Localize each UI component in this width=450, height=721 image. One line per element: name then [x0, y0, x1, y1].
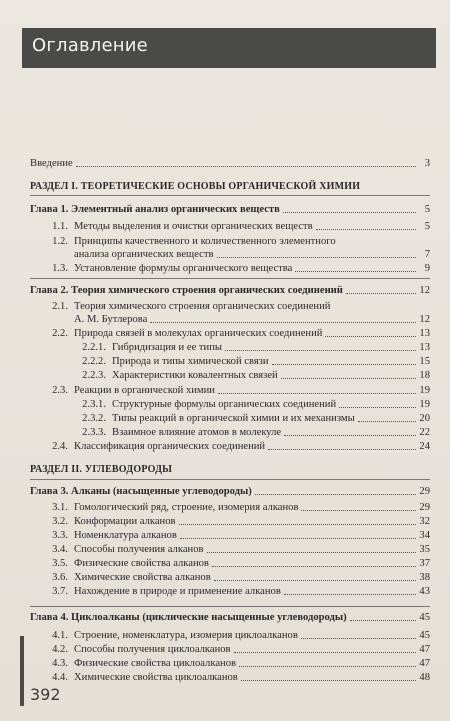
- toc-entry-number: 4.3.: [52, 658, 68, 669]
- toc-entry-title: Физические свойства алканов: [74, 558, 209, 569]
- toc-subentry[interactable]: [30, 370, 430, 382]
- toc-entry-title: Строение, номенклатура, изомерия циклоалканов: [74, 630, 298, 641]
- dot-leader: [358, 421, 416, 422]
- toc-entry-title: Химические свойства циклоалканов: [74, 672, 238, 683]
- toc-entry-page: 43: [419, 586, 430, 597]
- dot-leader: [218, 393, 416, 394]
- toc-entry-title: Химические свойства алканов: [74, 572, 211, 583]
- toc-entry-number: 2.3.1.: [82, 399, 106, 410]
- toc-entry-page: 19: [419, 385, 430, 396]
- dot-leader: [350, 620, 416, 621]
- dot-leader: [272, 364, 416, 365]
- dot-leader: [241, 680, 416, 681]
- toc-entry-page: 5: [424, 221, 430, 232]
- toc-entry-page: 13: [419, 342, 430, 353]
- toc-entry-page: 34: [419, 530, 430, 541]
- footer-bar: [20, 636, 24, 706]
- toc-entry-page: 20: [419, 413, 430, 424]
- divider: [30, 606, 430, 607]
- dot-leader: [346, 293, 416, 294]
- toc-entry-page: 12: [419, 285, 430, 296]
- toc-chapter-2[interactable]: [30, 285, 430, 297]
- dot-leader: [284, 594, 416, 595]
- toc-entry[interactable]: [30, 530, 430, 542]
- toc-entry-title: Глава 3. Алканы (насыщенные углеводороды): [30, 486, 252, 497]
- toc-entry-title: Способы получения циклоалканов: [74, 644, 231, 655]
- toc-entry-page: 45: [419, 630, 430, 641]
- dot-leader: [76, 166, 416, 167]
- toc-entry-title: Установление формулы органического вещества: [74, 263, 293, 274]
- page-title: Оглавление: [32, 35, 148, 56]
- toc-entry-title: Природа связей в молекулах органических соединений: [74, 328, 323, 339]
- toc-entry[interactable]: [30, 221, 430, 233]
- dot-leader: [301, 510, 416, 511]
- toc-entry[interactable]: [30, 441, 430, 453]
- dot-leader: [255, 494, 416, 495]
- toc-entry-number: 1.3.: [52, 263, 68, 274]
- toc-entry[interactable]: [30, 502, 430, 514]
- toc-entry-page: 19: [419, 399, 430, 410]
- page-number: 392: [30, 685, 61, 704]
- toc-entry-page: 24: [419, 441, 430, 452]
- dot-leader: [234, 652, 416, 653]
- dot-leader: [150, 322, 416, 323]
- toc-entry[interactable]: [30, 385, 430, 397]
- toc-entry[interactable]: [30, 263, 430, 275]
- toc-entry[interactable]: [30, 544, 430, 556]
- toc-entry-title: Принципы качественного и количественного элементного: [74, 236, 336, 247]
- toc-entry-page: 9: [424, 263, 430, 274]
- toc-subentry[interactable]: [30, 399, 430, 411]
- toc-entry-title: Способы получения алканов: [74, 544, 204, 555]
- dot-leader: [207, 552, 417, 553]
- toc-chapter-3[interactable]: [30, 486, 430, 498]
- toc-entry-title: Номенклатура алканов: [74, 530, 177, 541]
- toc-entry-page: 22: [419, 427, 430, 438]
- toc-entry-title: Глава 1. Элементный анализ органических веществ: [30, 204, 280, 215]
- dot-leader: [180, 538, 416, 539]
- toc-entry-page: 7: [424, 249, 430, 260]
- toc-entry-continuation[interactable]: [30, 249, 430, 261]
- toc-entry-continuation[interactable]: [30, 314, 430, 326]
- toc-entry-number: 1.2.: [52, 236, 68, 247]
- toc-entry-number: 3.4.: [52, 544, 68, 555]
- toc-chapter-4[interactable]: [30, 612, 430, 624]
- divider: [30, 278, 430, 279]
- dot-leader: [301, 638, 416, 639]
- toc-entry-page: 38: [419, 572, 430, 583]
- toc-entry-title: Природа и типы химической связи: [112, 356, 269, 367]
- dot-leader: [239, 666, 416, 667]
- toc-entry-page: 37: [419, 558, 430, 569]
- toc-entry-number: 4.2.: [52, 644, 68, 655]
- toc-entry[interactable]: [30, 586, 430, 598]
- dot-leader: [281, 378, 416, 379]
- dot-leader: [316, 229, 416, 230]
- toc-entry-title: анализа органических веществ: [74, 249, 214, 260]
- dot-leader: [179, 524, 416, 525]
- toc-entry[interactable]: [30, 672, 430, 684]
- toc-entry-number: 2.2.: [52, 328, 68, 339]
- dot-leader: [325, 336, 416, 337]
- dot-leader: [212, 566, 416, 567]
- toc-entry[interactable]: [30, 236, 430, 248]
- toc-entry-page: 3: [424, 158, 430, 169]
- dot-leader: [217, 257, 417, 258]
- toc-entry-page: 48: [419, 672, 430, 683]
- section-heading-2: РАЗДЕЛ II. УГЛЕВОДОРОДЫ: [30, 464, 173, 475]
- toc-entry-number: 2.3.: [52, 385, 68, 396]
- toc-entry-title: Структурные формулы органических соединений: [112, 399, 337, 410]
- toc-entry-number: 1.1.: [52, 221, 68, 232]
- toc-entry-number: 2.3.2.: [82, 413, 106, 424]
- toc-entry-number: 3.7.: [52, 586, 68, 597]
- dot-leader: [283, 212, 416, 213]
- toc-entry-title: Гомологический ряд, строение, изомерия алканов: [74, 502, 299, 513]
- toc-entry[interactable]: [30, 301, 430, 313]
- toc-entry-number: 4.1.: [52, 630, 68, 641]
- toc-entry-title: Глава 2. Теория химического строения органических соединений: [30, 285, 343, 296]
- toc-entry-intro[interactable]: [30, 158, 430, 170]
- toc-entry-title: Взаимное влияние атомов в молекуле: [112, 427, 282, 438]
- toc-entry-title: Нахождение в природе и применение алканов: [74, 586, 281, 597]
- toc-entry-page: 15: [419, 356, 430, 367]
- toc-subentry[interactable]: [30, 413, 430, 425]
- toc-subentry[interactable]: [30, 356, 430, 368]
- toc-entry-page: 13: [419, 328, 430, 339]
- divider: [30, 195, 430, 196]
- toc-entry-page: 35: [419, 544, 430, 555]
- toc-entry-title: Глава 4. Циклоалканы (циклические насыщенные углеводороды): [30, 612, 347, 623]
- header-bar: [22, 28, 436, 68]
- dot-leader: [268, 449, 416, 450]
- toc-entry[interactable]: [30, 630, 430, 642]
- dot-leader: [225, 350, 416, 351]
- toc-chapter-1[interactable]: [30, 204, 430, 216]
- toc-entry-number: 2.1.: [52, 301, 68, 312]
- toc-entry-title: Методы выделения и очистки органических веществ: [74, 221, 313, 232]
- toc-entry-title: Конформации алканов: [74, 516, 176, 527]
- toc-entry-page: 32: [419, 516, 430, 527]
- toc-entry-title: Введение: [30, 158, 73, 169]
- toc-entry-number: 2.4.: [52, 441, 68, 452]
- toc-entry[interactable]: [30, 572, 430, 584]
- toc-entry-number: 2.3.3.: [82, 427, 106, 438]
- toc-entry[interactable]: [30, 644, 430, 656]
- toc-entry-page: 29: [419, 502, 430, 513]
- toc-entry-number: 3.5.: [52, 558, 68, 569]
- toc-entry-number: 3.1.: [52, 502, 68, 513]
- toc-entry-number: 4.4.: [52, 672, 68, 683]
- toc-entry[interactable]: [30, 558, 430, 570]
- toc-entry-title: Классификация органических соединений: [74, 441, 266, 452]
- toc-entry-number: 2.2.2.: [82, 356, 106, 367]
- toc-entry-title: Теория химического строения органических соединений: [74, 301, 331, 312]
- dot-leader: [339, 407, 416, 408]
- toc-subentry[interactable]: [30, 342, 430, 354]
- toc-entry[interactable]: [30, 328, 430, 340]
- toc-entry-page: 12: [419, 314, 430, 325]
- toc-subentry[interactable]: [30, 427, 430, 439]
- toc-entry[interactable]: [30, 516, 430, 528]
- dot-leader: [214, 580, 416, 581]
- toc-entry-page: 18: [419, 370, 430, 381]
- dot-leader: [284, 435, 416, 436]
- toc-entry-title: А. М. Бутлерова: [74, 314, 148, 325]
- toc-entry-page: 5: [424, 204, 430, 215]
- toc-entry-title: Характеристики ковалентных связей: [112, 370, 278, 381]
- section-heading-1: РАЗДЕЛ I. ТЕОРЕТИЧЕСКИЕ ОСНОВЫ ОРГАНИЧЕСКОЙ ХИМИИ: [30, 181, 361, 192]
- divider: [30, 479, 430, 480]
- toc-entry-title: Физические свойства циклоалканов: [74, 658, 237, 669]
- toc-entry-page: 29: [419, 486, 430, 497]
- dot-leader: [295, 271, 416, 272]
- toc-entry[interactable]: [30, 658, 430, 670]
- toc-entry-page: 45: [419, 612, 430, 623]
- toc-entry-page: 47: [419, 644, 430, 655]
- toc-entry-title: Реакции в органической химии: [74, 385, 215, 396]
- toc-entry-title: Гибридизация и ее типы: [112, 342, 223, 353]
- toc-entry-page: 47: [419, 658, 430, 669]
- toc-entry-number: 2.2.3.: [82, 370, 106, 381]
- toc-entry-number: 3.2.: [52, 516, 68, 527]
- toc-entry-title: Типы реакций в органической химии и их механизмы: [112, 413, 355, 424]
- toc-entry-number: 3.6.: [52, 572, 68, 583]
- toc-entry-number: 3.3.: [52, 530, 68, 541]
- toc-entry-number: 2.2.1.: [82, 342, 106, 353]
